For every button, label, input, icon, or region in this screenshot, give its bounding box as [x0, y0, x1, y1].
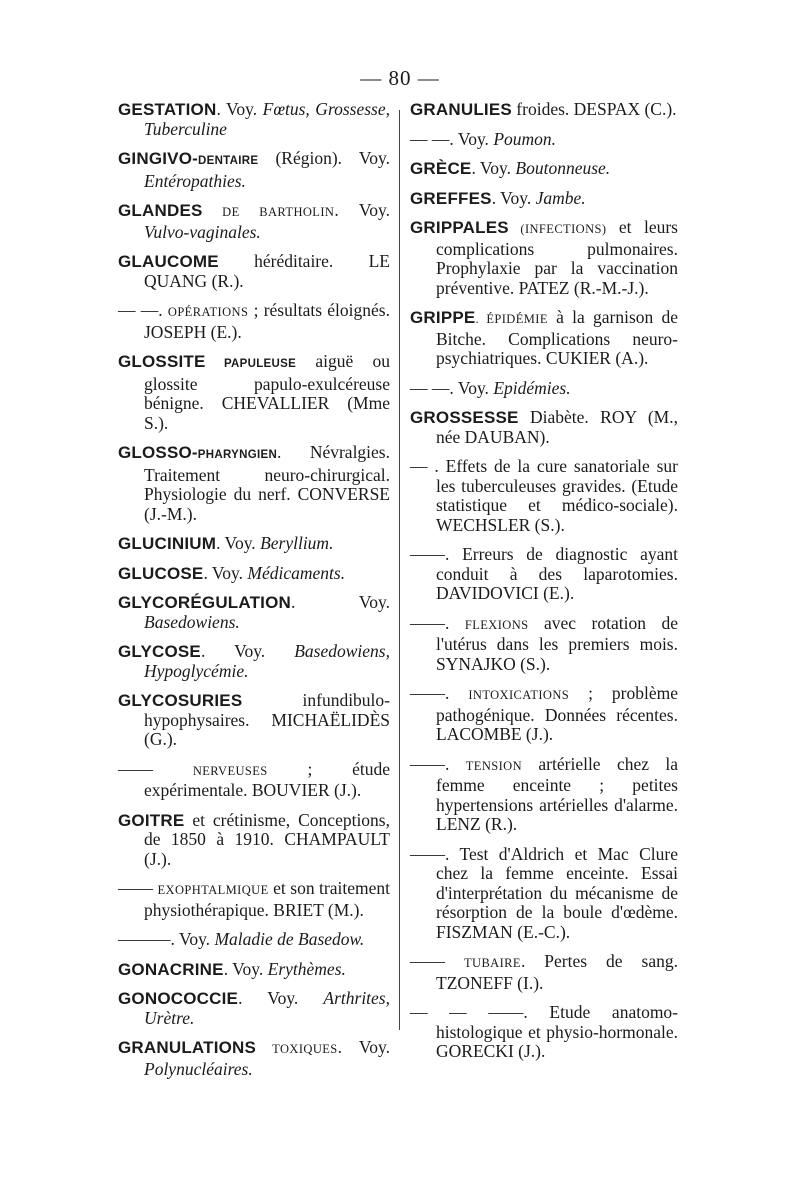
left-column — [118, 100, 390, 1089]
index-entry — [410, 100, 678, 120]
entry-heading: GRANULATIONS — [118, 1038, 257, 1057]
entry-heading: GOITRE — [118, 810, 185, 830]
entry-dash: — —. — [118, 300, 168, 320]
index-entry — [410, 218, 678, 298]
entry-text: Etude anatomo-histologique et physio-hormonale. GORECKI (J.). — [436, 1002, 679, 1061]
entry-text: . Voy. — [491, 187, 536, 208]
entry-heading: GLANDES — [118, 201, 203, 220]
entry-italic-reference: Basedowiens, Hypoglycémie. — [144, 641, 390, 681]
entry-text: froides. DESPAX (C.). — [511, 99, 677, 119]
entry-italic-reference: Beryllium. — [260, 533, 334, 553]
entry-italic-reference: Polynucléaires. — [144, 1058, 253, 1079]
entry-text: avec rotation de l'utérus dans les premiers mois. SYNAJKO (S.). — [436, 612, 678, 674]
index-entry — [410, 408, 678, 447]
entry-heading: GLYCOSURIES — [118, 691, 243, 710]
entry-dash: ———. — [118, 929, 179, 949]
entry-text: et son traitement physiothérapique. BRIET (M.). — [144, 878, 390, 920]
entry-text: . Voy. — [200, 641, 295, 661]
index-entry — [118, 252, 390, 291]
entry-heading: GLOSSITE — [118, 352, 206, 371]
entry-text: . Voy. — [238, 988, 324, 1008]
index-entry — [118, 443, 390, 524]
index-entry — [118, 564, 390, 584]
entry-smallcaps: INTOXICATIONS — [468, 688, 570, 702]
index-entry — [118, 811, 390, 870]
index-entry — [410, 308, 678, 369]
index-entry — [410, 952, 678, 993]
entry-italic-reference: Epidémies. — [493, 377, 571, 398]
index-entry — [118, 960, 390, 980]
index-entry — [118, 149, 390, 191]
entry-italic-reference: Basedowiens. — [144, 611, 240, 632]
entry-heading: GINGIVO- — [118, 149, 198, 168]
index-entry — [410, 545, 678, 604]
entry-dash: —— — [118, 878, 158, 898]
index-entry — [118, 691, 390, 750]
entry-heading: GRIPPE — [410, 308, 476, 327]
entry-text: ; résultats éloignés. JOSEPH (E.). — [144, 300, 390, 342]
entry-heading: GRIPPALES — [410, 218, 509, 237]
entry-smallcaps: (INFECTIONS) — [508, 222, 607, 236]
entry-dash: —— — [118, 758, 193, 779]
entry-dash: ——. — [410, 544, 463, 564]
index-entry — [410, 614, 678, 675]
entry-heading: GLYCORÉGULATION — [118, 593, 292, 612]
entry-heading: GESTATION — [118, 100, 217, 119]
entry-text: . Voy. — [203, 562, 248, 583]
entry-heading: GONOCOCCIE — [118, 989, 239, 1008]
entry-heading: GLYCOSE — [118, 642, 201, 661]
entry-smallcaps: NERVEUSES — [192, 763, 268, 778]
entry-heading: GRÈCE — [410, 159, 472, 178]
entry-dash: ——. — [410, 843, 460, 864]
index-entry — [118, 642, 390, 681]
entry-heading: GREFFES — [410, 188, 492, 208]
entry-dash: — —. — [410, 377, 458, 398]
entry-italic-reference: Entéropathies. — [144, 170, 246, 191]
entry-italic-reference: Poumon. — [493, 128, 557, 149]
entry-text: Voy. — [178, 929, 215, 949]
entry-heading: GLAUCOME — [118, 252, 219, 271]
index-entry — [118, 879, 390, 920]
index-entry — [410, 130, 678, 150]
index-entry — [410, 684, 678, 745]
entry-text: . Névralgies. Traitement neuro-chirurgical. Physiologie du nerf. CONVERSE (J.-M.). — [144, 442, 390, 524]
entry-text: . Pertes de sang. TZONEFF (I.). — [436, 951, 678, 993]
entry-text: ; problème pathogénique. Données récentes. LACOMBE (J.). — [436, 683, 678, 744]
index-entry — [118, 301, 390, 342]
index-entry — [410, 379, 678, 399]
entry-smallcaps: . ÉPIDÉMIE — [475, 312, 548, 326]
index-entry — [410, 159, 678, 179]
entry-text: Effets de la cure sanatoriale sur les tuberculeuses gravides. (Etude statistique et médico-sociale). WECHSLER (S.). — [436, 456, 678, 535]
entry-heading-smallcaps: PHARYNGIEN — [197, 449, 278, 461]
entry-text: . Voy. — [223, 958, 268, 979]
entry-smallcaps: TUBAIRE — [463, 956, 521, 970]
entry-text: . Voy. — [216, 99, 263, 119]
entry-heading-smallcaps: PAPULEUSE — [205, 358, 297, 370]
entry-text: et crétinisme, Conceptions, de 1850 à 1910. CHAMPAULT (J.). — [144, 809, 390, 869]
entry-text: Voy. — [457, 377, 494, 398]
entry-italic-reference: Boutonneuse. — [515, 158, 611, 178]
entry-smallcaps: FLEXIONS — [464, 617, 529, 632]
entry-text: . Voy. — [334, 200, 390, 220]
entry-italic-reference: Vulvo-vaginales. — [144, 221, 261, 242]
entry-smallcaps: OPÉRATIONS — [167, 305, 249, 319]
entry-text: (Région). Voy. — [258, 148, 390, 168]
entry-text: . Voy. — [337, 1037, 390, 1057]
entry-heading-smallcaps: DENTAIRE — [198, 155, 259, 167]
entry-italic-reference: Jambe. — [535, 187, 586, 208]
index-entry — [118, 100, 390, 139]
entry-dash: — —. — [410, 128, 458, 149]
index-entry — [118, 534, 390, 554]
index-entry — [410, 1003, 678, 1062]
entry-smallcaps: DE BARTHOLIN — [202, 205, 335, 219]
entry-heading: GROSSESSE — [410, 408, 519, 427]
entry-italic-reference: Arthrites, Urètre. — [144, 988, 390, 1028]
right-column — [410, 100, 678, 1072]
index-entry — [118, 201, 390, 242]
index-entry — [118, 352, 390, 433]
entry-text: Diabète. ROY (M., née DAUBAN). — [436, 407, 678, 447]
index-entry — [118, 1038, 390, 1079]
entry-smallcaps: EXOPHTALMIQUE — [157, 883, 269, 897]
index-entry — [410, 755, 678, 835]
column-divider — [399, 110, 400, 1030]
entry-heading: GRANULIES — [410, 100, 512, 119]
entry-dash: ——. — [410, 683, 469, 703]
entry-text: Test d'Aldrich et Mac Clure chez la femme enceinte. Essai d'interprétation du mécanisme de résorption de la boule d'œdème. FISZMAN (E.-C.). — [436, 843, 679, 942]
entry-dash: — . — [410, 456, 446, 476]
index-entry — [118, 930, 390, 950]
entry-dash: —— — [410, 951, 464, 971]
entry-text: . Voy. — [291, 592, 390, 612]
index-entry — [410, 457, 678, 535]
entry-text: . Voy. — [216, 533, 261, 553]
index-entry — [410, 189, 678, 209]
entry-text: héréditaire. LE QUANG (R.). — [144, 251, 390, 291]
entry-dash: — — ——. — [410, 1002, 550, 1022]
page-number: — 80 — — [360, 66, 440, 90]
entry-text: à la garnison de Bitche. Complications neuro-psychiatriques. CUKIER (A.). — [436, 307, 678, 368]
entry-text: Erreurs de diagnostic ayant conduit à des laparotomies. DAVIDOVICI (E.). — [436, 544, 678, 603]
entry-text: . Voy. — [471, 158, 516, 178]
entry-text: ; étude expérimentale. BOUVIER (J.). — [144, 758, 391, 800]
entry-italic-reference: Fœtus, Grossesse, Tuberculine — [144, 99, 390, 139]
index-entry — [118, 760, 390, 801]
entry-italic-reference: Médicaments. — [247, 562, 346, 583]
entry-italic-reference: Maladie de Basedow. — [214, 929, 365, 949]
entry-heading: GLUCINIUM — [118, 534, 217, 553]
entry-italic-reference: Erythèmes. — [267, 958, 346, 979]
entry-text: infundibulo-hypophysaires. MICHAËLIDÈS (G.). — [144, 690, 390, 749]
entry-text: Voy. — [457, 128, 494, 149]
entry-heading: GLUCOSE — [118, 563, 204, 583]
index-entry — [118, 593, 390, 632]
entry-text: aiguë ou glossite papulo-exulcéreuse bénigne. CHEVALLIER (Mme S.). — [144, 351, 390, 433]
entry-heading: GONACRINE — [118, 959, 224, 979]
entry-text: et leurs complications pulmonaires. Prophylaxie par la vaccination préventive. PATEZ (R.-M.-J.). — [436, 217, 678, 298]
index-entry — [118, 989, 390, 1028]
index-entry — [410, 845, 678, 943]
entry-dash: ——. — [410, 612, 465, 633]
entry-dash: ——. — [410, 753, 466, 774]
entry-heading: GLOSSO- — [118, 443, 198, 462]
entry-text: artérielle chez la femme enceinte ; petites hypertensions artérielles d'alarme. LENZ (R.). — [436, 753, 678, 834]
entry-smallcaps: TOXIQUES — [256, 1042, 338, 1056]
entry-smallcaps: TENSION — [465, 758, 523, 773]
